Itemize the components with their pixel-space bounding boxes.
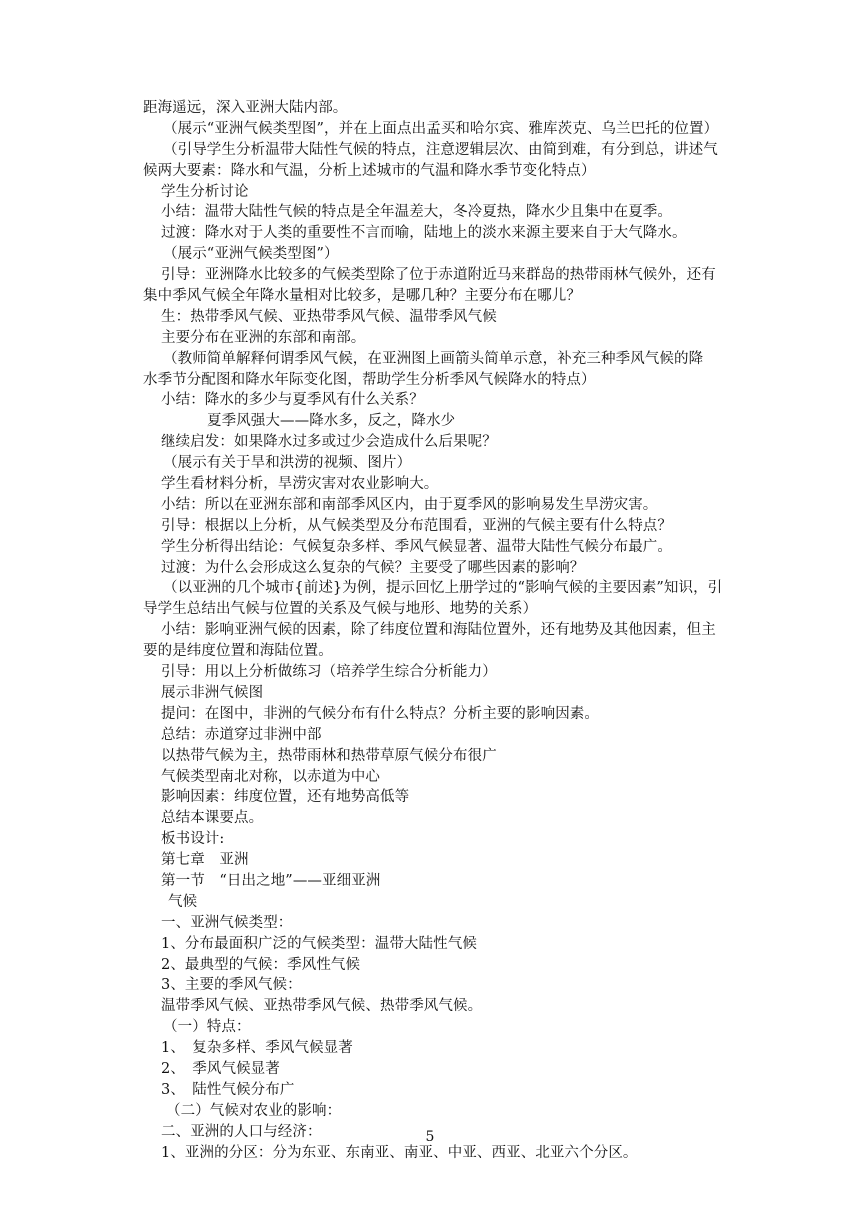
text-line: 二、亚洲的人口与经济： (161, 1123, 322, 1140)
text-line: 引导：用以上分析做练习（培养学生综合分析能力） (161, 664, 497, 681)
text-line: 主要分布在亚洲的东部和南部。 (161, 329, 366, 346)
text-line: 过渡：降水对于人类的重要性不言而喻，陆地上的淡水来源主要来自于大气降水。 (161, 225, 687, 242)
text-line: 1、分布最面积广泛的气候类型：温带大陆性气候 (161, 935, 477, 952)
text-line: 候两大要素：降水和气温，分析上述城市的气温和降水季节变化特点） (143, 162, 596, 179)
text-line: （展示“亚洲气候类型图”） (163, 246, 339, 263)
text-line: 2、最典型的气候：季风性气候 (161, 956, 361, 973)
text-line: （教师简单解释何谓季风气候，在亚洲图上画箭头简单示意，补充三种季风气候的降 (163, 350, 704, 367)
text-line: 学生分析讨论 (161, 183, 249, 200)
text-line: 引导：亚洲降水比较多的气候类型除了位于赤道附近马来群岛的热带雨林气候外，还有 (161, 267, 716, 284)
text-line: 引导：根据以上分析，从气候类型及分布范围看，亚洲的气候主要有什么特点？ (161, 517, 672, 534)
text-line: 3、主要的季风气候： (161, 977, 302, 994)
text-line: 1、 复杂多样、季风气候显著 (161, 1040, 353, 1057)
text-line: 过渡：为什么会形成这么复杂的气候？主要受了哪些因素的影响？ (161, 559, 585, 576)
text-line: （展示有关于旱和洪涝的视频、图片） (163, 455, 412, 472)
text-line: 水季节分配图和降水年际变化图，帮助学生分析季风气候降水的特点） (143, 371, 596, 388)
text-line: 夏季风强大——降水多，反之，降水少 (207, 413, 456, 430)
text-line: 3、 陆性气候分布广 (161, 1081, 295, 1098)
text-line: 总结：赤道穿过非洲中部 (161, 726, 322, 743)
text-line: 以热带气候为主，热带雨林和热带草原气候分布很广 (161, 747, 497, 764)
text-line: 气候 (168, 893, 198, 910)
text-line: 小结：所以在亚洲东部和南部季风区内，由于夏季风的影响易发生旱涝灾害。 (161, 496, 658, 513)
text-line: 一、亚洲气候类型： (161, 914, 293, 931)
text-line: 影响因素：纬度位置，还有地势高低等 (161, 789, 410, 806)
text-line: （引导学生分析温带大陆性气候的特点，注意逻辑层次、由简到难，有分到总，讲述气 (163, 141, 718, 158)
text-line: 距海遥远，深入亚洲大陆内部。 (143, 100, 348, 116)
text-line: 集中季风气候全年降水量相对比较多，是哪几种？主要分布在哪儿？ (143, 288, 581, 305)
text-line: 第七章 亚洲 (161, 852, 249, 869)
text-line: （二）气候对农业的影响： (166, 1102, 342, 1119)
text-line: （展示“亚洲气候类型图”，并在上面点出孟买和哈尔宾、雅库茨克、乌兰巴托的位置） (163, 120, 719, 137)
text-line: （一）特点： (163, 1019, 251, 1036)
page-number: 5 (425, 1129, 435, 1145)
text-line: （以亚洲的几个城市{前述}为例，提示回忆上册学过的“影响气候的主要因素”知识，引 (163, 580, 723, 597)
text-line: 导学生总结出气候与位置的关系及气候与地形、地势的关系） (143, 601, 538, 618)
text-line: 展示非洲气候图 (161, 684, 264, 701)
text-line: 气候类型南北对称，以赤道为中心 (161, 768, 380, 785)
text-line: 要的是纬度位置和海陆位置。 (143, 643, 333, 660)
text-line: 继续启发：如果降水过多或过少会造成什么后果呢？ (161, 434, 497, 451)
text-line: 小结：降水的多少与夏季风有什么关系？ (161, 392, 424, 409)
text-line: 生：热带季风气候、亚热带季风气候、温带季风气候 (161, 308, 497, 325)
text-line: 学生看材料分析，旱涝灾害对农业影响大。 (161, 476, 439, 493)
text-line: 小结：温带大陆性气候的特点是全年温差大，冬冷夏热，降水少且集中在夏季。 (161, 204, 672, 221)
text-line: 板书设计: (161, 831, 225, 848)
text-line: 温带季风气候、亚热带季风气候、热带季风气候。 (161, 998, 483, 1015)
text-line: 小结：影响亚洲气候的因素，除了纬度位置和海陆位置外，还有地势及其他因素，但主 (161, 622, 716, 639)
text-line: 总结本课要点。 (161, 810, 264, 827)
text-line: 2、 季风气候显著 (161, 1060, 280, 1077)
body-text (0, 98, 860, 1163)
text-line: 第一节 “日出之地”——亚细亚洲 (161, 872, 381, 889)
text-line: 1、亚洲的分区：分为东亚、东南亚、南亚、中亚、西亚、北亚六个分区。 (161, 1144, 638, 1161)
text-line: 提问：在图中，非洲的气候分布有什么特点？分析主要的影响因素。 (161, 705, 599, 722)
text-line: 学生分析得出结论：气候复杂多样、季风气候显著、温带大陆性气候分布最广。 (161, 538, 672, 555)
